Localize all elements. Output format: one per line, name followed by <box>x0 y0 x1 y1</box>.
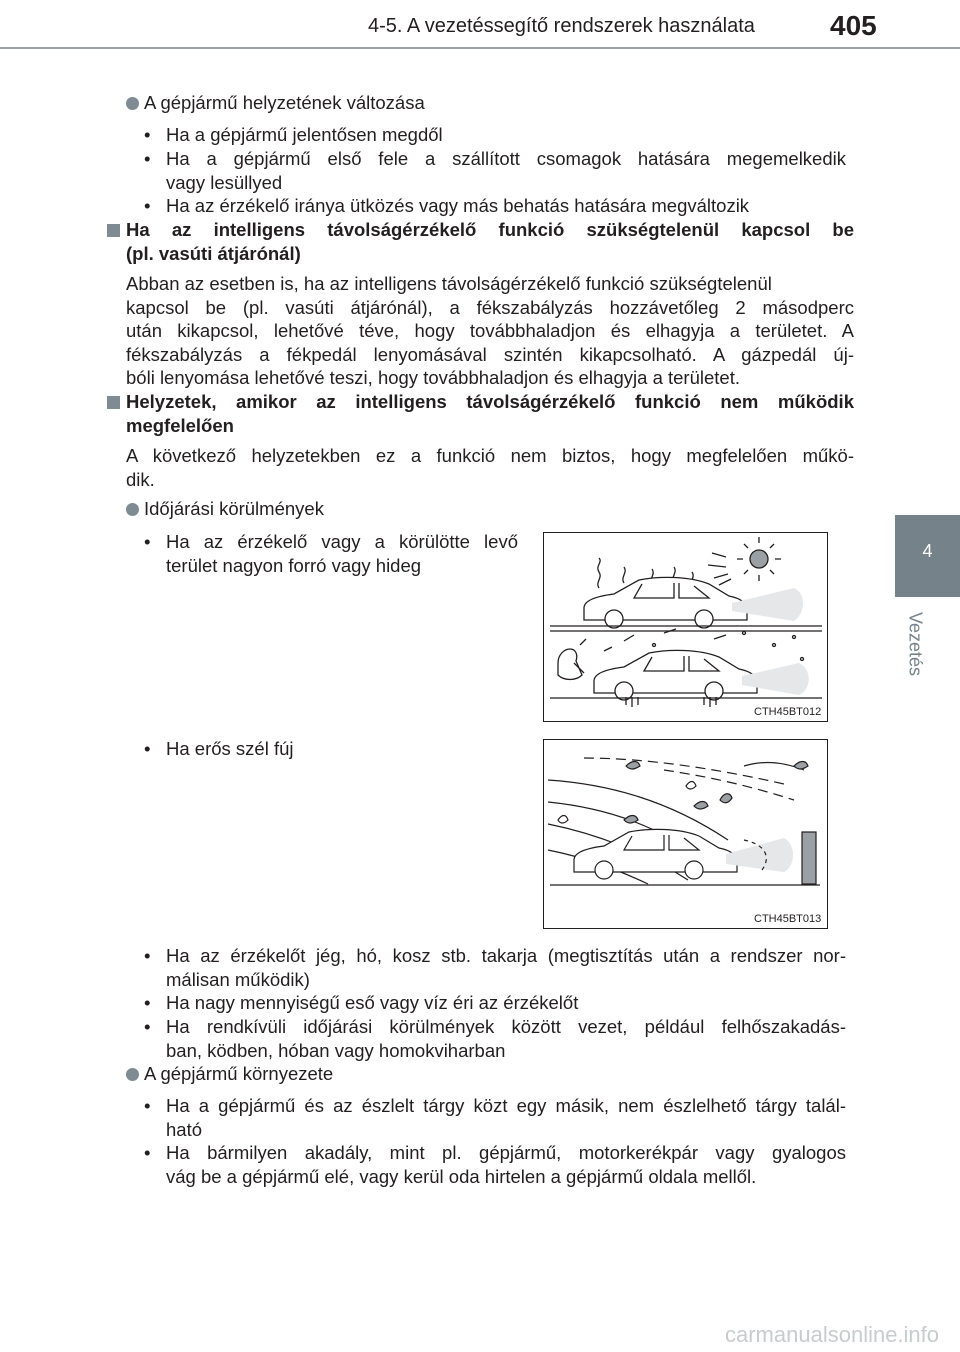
list-item: • Ha bármilyen akadály, mint pl. gépjármű, motorkerékpár vagy gyalogos vág be a gépjármű elé, vagy kerül oda hirtelen a gépjármű oldala mellől. <box>144 1142 846 1187</box>
figure-temperature <box>543 532 828 722</box>
circle-bullet-icon <box>126 503 139 516</box>
page-number: 405 <box>830 10 877 41</box>
subheading-weather: Időjárási körülmények <box>126 497 324 521</box>
list-item: • Ha rendkívüli időjárási körülmények között vezet, például felhőszakadás- ban, ködben, hóban vagy homokviharban <box>144 1016 846 1061</box>
list-item: • Ha erős szél fúj <box>144 738 294 759</box>
wind-illustration <box>544 740 827 928</box>
list-item: • Ha a gépjármű és az észlelt tárgy közt egy másik, nem észlelhető tárgy talál- ható <box>144 1095 846 1140</box>
hot-cold-illustration <box>544 533 827 721</box>
list-item: • Ha az érzékelőt jég, hó, kosz stb. takarja (megtisztítás után a rendszer nor- málisan működik) <box>144 945 846 990</box>
subheading-vehicle-position: A gépjármű helyzetének változása <box>126 91 425 115</box>
section-heading: Ha az intelligens távolságérzékelő funkció szükségtelenül kapcsol be (pl. vasúti átjárónál) <box>126 219 854 264</box>
list-item: • Ha nagy mennyiségű eső vagy víz éri az érzékelőt <box>144 992 579 1013</box>
sun-icon <box>750 550 768 568</box>
list-item: • Ha az érzékelő iránya ütközés vagy más behatás hatására megváltozik <box>144 195 750 216</box>
circle-bullet-icon <box>126 1068 139 1081</box>
chapter-number: 4 <box>922 541 933 561</box>
list-item: • Ha a gépjármű jelentősen megdől <box>144 124 443 145</box>
chapter-tab[interactable] <box>895 515 960 597</box>
figure-code: CTH45BT012 <box>754 706 822 718</box>
figure-strong-wind <box>543 739 828 929</box>
section-heading: Helyzetek, amikor az intelligens távolságérzékelő funkció nem működik megfelelően <box>126 391 854 436</box>
list-item: • Ha az érzékelő vagy a körülötte levő terület nagyon forró vagy hideg <box>144 531 518 576</box>
chapter-label: Vezetés <box>905 611 926 677</box>
header-divider <box>0 47 960 49</box>
list-item: • Ha a gépjármű első fele a szállított csomagok hatására megemelkedik vagy lesüllyed <box>144 148 846 193</box>
square-bullet-icon <box>107 224 120 237</box>
circle-bullet-icon <box>126 97 139 110</box>
paragraph: A következő helyzetekben ez a funkció nem biztos, hogy megfelelően műkö- dik. <box>126 445 854 490</box>
subheading-vehicle-environment: A gépjármű környezete <box>126 1062 333 1086</box>
paragraph: Abban az esetben is, ha az intelligens távolságérzékelő funkció szükségtelenül kapcsol be (pl. vasúti átjárónál), a fékszabályzás hozzávetőleg 2 másodperc után kikapcsol, lehetővé téve, hogy továbbhaladjon és elhagyja a területet. A fékszabályzás a fékpedál lenyomásával szintén kikapcsolható. A gázpedál új- bóli lenyomása lehetővé teszi, hogy továbbhaladjon és elhagyja a területet. <box>126 273 854 388</box>
running-header: 4-5. A vezetéssegítő rendszerek használata <box>368 15 755 37</box>
figure-code: CTH45BT013 <box>754 913 822 925</box>
square-bullet-icon <box>107 396 120 409</box>
watermark: carmanualsonline.info <box>725 1322 940 1347</box>
